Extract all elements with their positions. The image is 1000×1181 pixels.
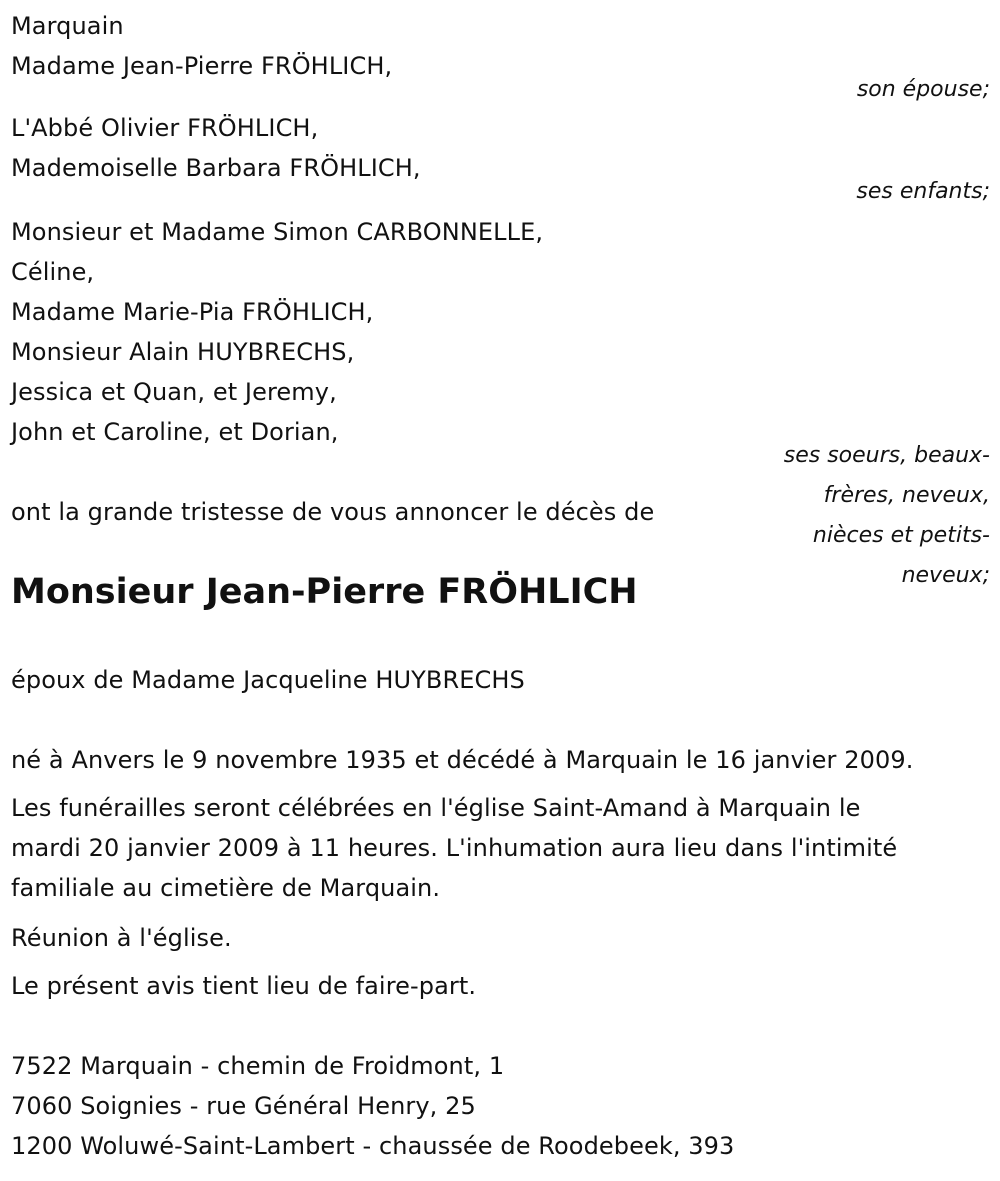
child-name: Mademoiselle Barbara FRÖHLICH,: [11, 154, 421, 182]
relatives-role: ses soeurs, beaux-frères, neveux, nièces et petits-neveux;: [783, 443, 990, 588]
relative-name: John et Caroline, et Dorian,: [11, 418, 339, 446]
spouse-role: son épouse;: [856, 77, 990, 102]
funeral-text-line: Les funérailles seront célébrées en l'église Saint-Amand à Marquain le: [11, 794, 861, 822]
spouse-of-text: époux de Madame Jacqueline HUYBRECHS: [11, 666, 525, 694]
relative-name: Jessica et Quan, et Jeremy,: [11, 378, 337, 406]
reunion-text: Réunion à l'église.: [11, 924, 232, 952]
funeral-text-line: familiale au cimetière de Marquain.: [11, 874, 441, 902]
funeral-text-line: mardi 20 janvier 2009 à 11 heures. L'inhumation aura lieu dans l'intimité: [11, 834, 898, 862]
relative-name: Madame Marie-Pia FRÖHLICH,: [11, 298, 374, 326]
notice-text: Le présent avis tient lieu de faire-part.: [11, 972, 477, 1000]
children-role: ses enfants;: [856, 179, 990, 204]
address-line: 1200 Woluwé-Saint-Lambert - chaussée de Roodebeek, 393: [11, 1132, 735, 1160]
address-line: 7060 Soignies - rue Général Henry, 25: [11, 1092, 476, 1120]
spouse-name: Madame Jean-Pierre FRÖHLICH,: [11, 52, 393, 80]
relative-name: Monsieur et Madame Simon CARBONNELLE,: [11, 218, 544, 246]
address-line: 7522 Marquain - chemin de Froidmont, 1: [11, 1052, 505, 1080]
relative-name: Monsieur Alain HUYBRECHS,: [11, 338, 355, 366]
place-name: Marquain: [11, 12, 124, 40]
relative-name: Céline,: [11, 258, 95, 286]
deceased-name: Monsieur Jean-Pierre FRÖHLICH: [11, 572, 638, 612]
announcement-text: ont la grande tristesse de vous annoncer le décès de: [11, 498, 655, 526]
birth-death-text: né à Anvers le 9 novembre 1935 et décédé à Marquain le 16 janvier 2009.: [11, 746, 914, 774]
child-name: L'Abbé Olivier FRÖHLICH,: [11, 114, 319, 142]
